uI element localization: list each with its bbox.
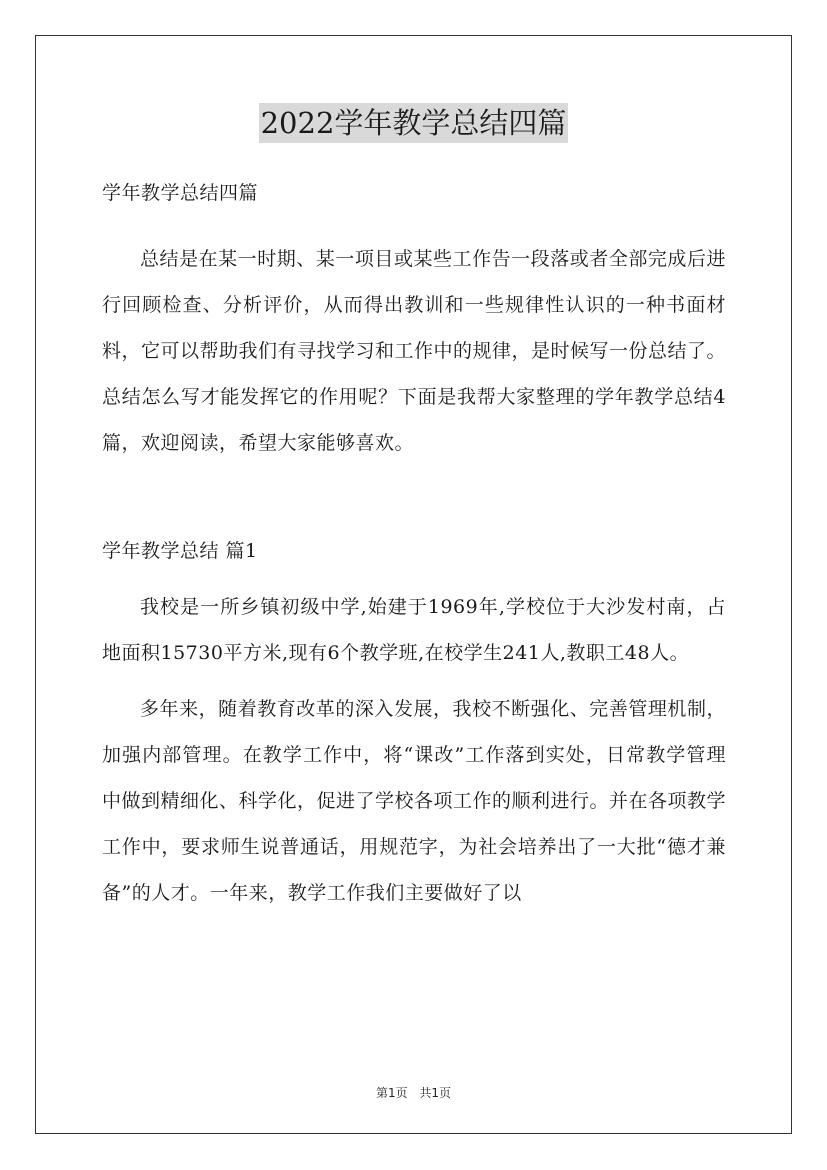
section-paragraph-2: 多年来，随着教育改革的深入发展，我校不断强化、完善管理机制，加强内部管理。在教学工作中，将“课改”工作落到实处，日常教学管理中做到精细化、科学化，促进了学校各项工作的顺利进行。并在各项教学工作中，要求师生说普通话，用规范字，为社会培养出了一大批“德才兼备”的人才。一年来，教学工作我们主要做好了以 <box>102 698 727 904</box>
intro-paragraph: 总结是在某一时期、某一项目或某些工作告一段落或者全部完成后进行回顾检查、分析评价，从而得出教训和一些规律性认识的一种书面材料，它可以帮助我们有寻找学习和工作中的规律，是时候写一份总结了。总结怎么写才能发挥它的作用呢？下面是我帮大家整理的学年教学总结4篇，欢迎阅读，希望大家能够喜欢。 <box>102 248 727 454</box>
section-paragraph-1: 我校是一所乡镇初级中学,始建于1969年,学校位于大沙发村南，占地面积15730平方米,现有6个教学班,在校学生241人,教职工48人。 <box>102 596 726 664</box>
page-number-total: 共1页 <box>419 1086 452 1100</box>
title-container <box>0 103 827 143</box>
document-title: 2022学年教学总结四篇 <box>259 103 569 143</box>
section-heading: 学年教学总结 篇1 <box>102 540 258 562</box>
page-number-current: 第1页 <box>375 1086 408 1100</box>
document-body <box>102 170 726 916</box>
document-subtitle: 学年教学总结四篇 <box>102 182 259 204</box>
page-footer <box>0 1084 827 1101</box>
